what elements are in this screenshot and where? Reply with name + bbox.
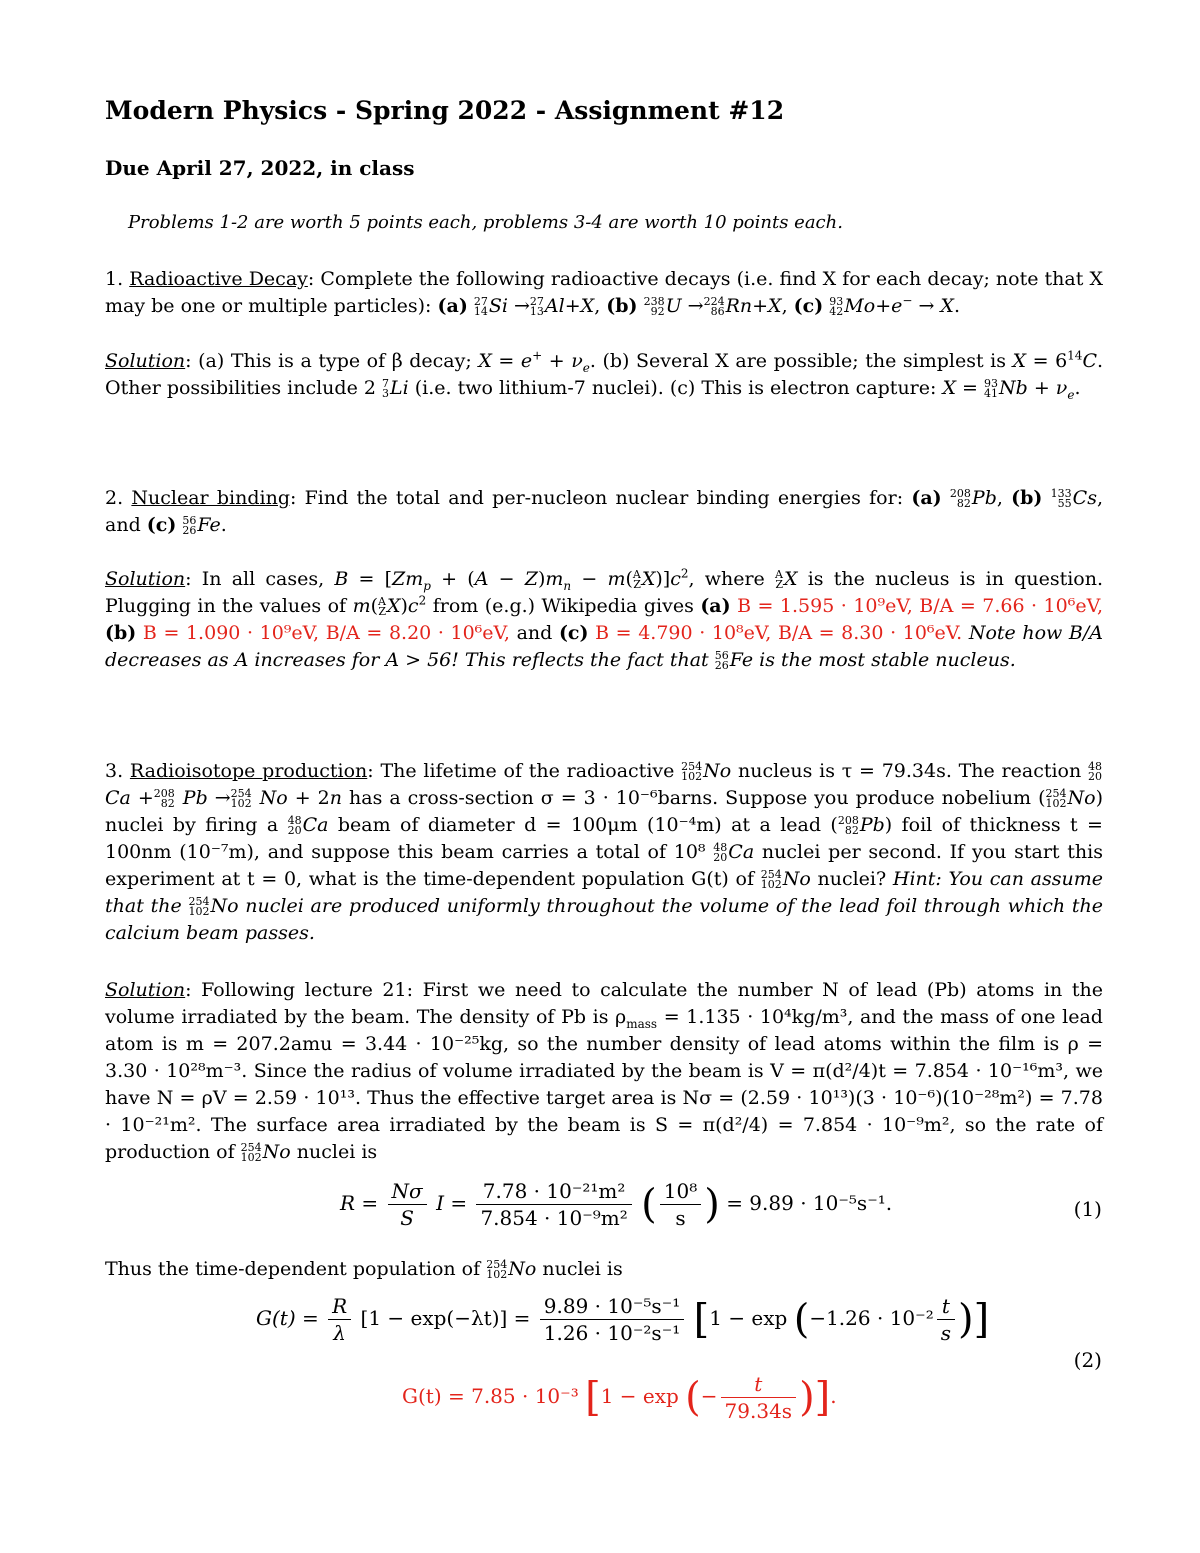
solution-text: nuclei is <box>296 1141 378 1163</box>
points-note: Problems 1-2 are worth 5 points each, problems 3-4 are worth 10 points each. <box>128 212 843 233</box>
solution-c: This is electron capture: <box>701 377 937 399</box>
solution-text: Following lecture 21: First we need to calculate the number N of lead (Pb) atoms in the volume irradiated by the beam. The density of Pb is ρ <box>105 979 1103 1028</box>
result-a-total: B = 1.595 · 10⁹eV, <box>737 595 913 617</box>
solution-text: Thus the time-dependent population of <box>105 1258 481 1280</box>
problem-heading: Radioisotope production <box>129 760 368 782</box>
eq-den: λ <box>333 1321 346 1345</box>
eq-den: 7.854 · 10⁻⁹m² <box>480 1206 628 1230</box>
due-date: Due April 27, 2022, in class <box>105 156 415 180</box>
page-title: Modern Physics - Spring 2022 - Assignment #12 <box>105 96 785 125</box>
eq-num: 9.89 · 10⁻⁵s⁻¹ <box>540 1293 684 1320</box>
problem-number: 3. <box>105 760 124 782</box>
result-c-total: B = 4.790 · 10⁸eV, <box>595 622 772 644</box>
solution-label: Solution <box>105 979 186 1001</box>
solution-note: Note how B/A decreases as A increases for A > 56! This reflects the fact that <box>105 622 1104 671</box>
problem-3-text: nobelium ( <box>941 787 1046 809</box>
solution-label: Solution <box>105 350 186 372</box>
result-a-per-nucleon: B/A = 7.66 · 10⁶eV, <box>919 595 1104 617</box>
result-b-total: B = 1.090 · 10⁹eV, <box>142 622 320 644</box>
eq-num: R <box>328 1293 351 1320</box>
problem-1-solution: Solution: (a) This is a type of β decay; $X = e^+ + \nu_e$. (b) Several X are possible; the simplest is $X = 6^{14}C$. Other possibilities include 2 7 3 Li (i.e. two lithium-7 nuclei). (c) This is electron capture: X = 93 41 $Nb + \nu_e$. <box>105 348 1104 402</box>
problem-text: The lifetime of the radioactive <box>380 760 675 782</box>
problem-3-text: nuclei per <box>761 841 861 863</box>
solution-where2: is the nucleus is in question. Plugging in the values of <box>105 568 1104 617</box>
equation-3: G(t) = 7.85 · 10⁻³ [1 − exp (− $\frac{t}{79.34s}$ )]. <box>402 1372 837 1423</box>
problem-3-text: second. If you start this experiment at t = 0, what is the time-dependent population G(t) of <box>105 841 1103 890</box>
solution-label: Solution <box>105 568 186 590</box>
equation-1: R = $\frac{N\sigma}{S}$ I = $\frac{\text{7.78 · 10⁻²¹m²}}{\text{7.854 · 10⁻⁹m²}}$ ( $\frac{\text{10⁸}}{s}$ ) = 9.89 · 10⁻⁵s⁻¹. <box>340 1179 893 1230</box>
eq-num: 7.78 · 10⁻²¹m² <box>476 1178 631 1205</box>
result-b-per-nucleon: B/A = 8.20 · 10⁶eV, <box>325 622 510 644</box>
problem-3-solution: Solution: Following lecture 21: First we need to calculate the number N of lead (Pb) atoms in the volume irradiated by the beam. The density of Pb is $\rho_{mass} = 1.135 \cdot 10^4kg/m^3$, and the mass of one lead atom is m = 207.2amu = 3.44 · 10⁻²⁵kg, so the number density of lead atoms within the film is ρ = 3.30 · 10²⁸m⁻³. Since the radius of volume irradiated by the beam is V = π(d²/4)t = 7.854 · 10⁻¹⁶m³, we have N = ρV = 2.59 · 10¹³. Thus the effective target area is Nσ = (2.59 · 10¹³)(3 · 10⁻⁶)(10⁻²⁸m²) = 7.78 · 10⁻²¹m². The surface area irradiated by the beam is S = π(d²/4) = 7.854 · 10⁻⁹m², so the rate of production of 254 102 No nuclei is <box>105 979 1103 1164</box>
problem-number: 1. <box>105 268 124 290</box>
problem-number: 2. <box>105 487 124 509</box>
solution-b2: Other possibilities include 2 <box>105 377 376 399</box>
problem-heading: Nuclear binding <box>131 487 290 509</box>
problem-3-text: ) nuclei by firing a <box>105 787 1103 836</box>
solution-a: This is a type of β decay; <box>230 350 472 372</box>
problem-1: 1. Radioactive Decay: Complete the following radioactive decays (i.e. find X for each decay; note that X may be one or multiple particles): (a) 27 14 Si → 27 13 Al+X, (b) 238 92 U → 224 86 Rn+X, (c) 93 42 Mo+e− → X. <box>105 268 1103 318</box>
thus-line: Thus the time-dependent population of 254 102 No nuclei is <box>105 1258 623 1281</box>
equation-2: G(t) = $\frac{R}{\lambda}$ [1 − exp(−λt)] = $\frac{\text{9.89 · 10⁻⁵s⁻¹}}{\text{1.26 · 10⁻²s⁻¹}}$ [1 − exp (−1.26 · 10⁻² $\frac{t}{s}$ )] <box>256 1294 990 1345</box>
eq-den: S <box>400 1206 414 1230</box>
eq-num: 10⁸ <box>660 1178 701 1205</box>
eq-den: 1.26 · 10⁻²s⁻¹ <box>543 1321 681 1345</box>
eq-den: s <box>675 1206 686 1230</box>
problem-3-text: foil of thickness t = 100nm (10⁻⁷m), and suppose this beam carries a total of 10⁸ <box>105 814 1103 863</box>
problem-heading: Radioactive Decay <box>129 268 308 290</box>
eq-text: G(t) = <box>256 1306 319 1330</box>
solution-b: Several X are possible; the simplest is <box>636 350 1006 372</box>
problem-text: Find the total and per-nucleon nuclear binding energies for: <box>304 487 904 509</box>
eq-text: 1 − exp <box>709 1306 788 1330</box>
problem-3: 3. Radioisotope production: The lifetime of the radioactive 254 102 No nucleus is τ = 79.34s. The reaction 48 20 Ca + 208 82 Pb → 254 102 No + 2n has a cross-section σ = 3 · 10⁻⁶barns. Suppose you produce nobelium ( 254 102 No) nuclei by firing a 48 20 Ca beam of diameter d = 100μm (10⁻⁴m) at a lead ( 208 82 Pb) foil of thickness t = 100nm (10⁻⁷m), and suppose this beam carries a total of 10⁸ 48 20 Ca nuclei per second. If you start this experiment at t = 0, what is the time-dependent population G(t) of 254 102 No nuclei? Hint: You can assume that the 254 102 No nuclei are produced uniformly throughout the volume of the lead foil through which the calcium beam passes. <box>105 760 1103 944</box>
eq-num: t <box>721 1371 797 1398</box>
solution-where3: from (e.g.) Wikipedia gives <box>432 595 694 617</box>
eq-text: = 9.89 · 10⁻⁵s⁻¹. <box>726 1191 893 1215</box>
problem-3-text: has a cross-section σ = 3 · 10⁻⁶barns. Suppose you produce <box>349 787 935 809</box>
problem-2: 2. Nuclear binding: Find the total and per-nucleon nuclear binding energies for: (a) 208 82 Pb, (b) 133 55 Cs, and (c) 56 26 Fe. <box>105 487 1104 537</box>
problem-3-hint: nuclei are produced uniformly throughout the volume of the lead foil through which the calcium beam passes. <box>105 895 1103 944</box>
eq-num: Nσ <box>388 1178 427 1205</box>
solution-b3: (i.e. two lithium-7 nuclei). <box>414 377 664 399</box>
eq-den: 79.34s <box>724 1399 793 1423</box>
equation-number: (2) <box>1073 1348 1102 1372</box>
problem-3-hint: Hint: You can assume that the <box>105 868 1103 917</box>
subscript: mass <box>626 1016 658 1031</box>
result-c-per-nucleon: B/A = 8.30 · 10⁶eV. <box>777 622 963 644</box>
solution-note2: is the most stable nucleus. <box>759 649 1016 671</box>
problem-3-text: nuclei? <box>817 868 887 890</box>
eq-text: −1.26 · 10⁻² <box>809 1306 934 1330</box>
solution-where: where <box>704 568 765 590</box>
problem-2-solution: Solution: In all cases, $B = [Zm_p + (A - Z)m_n - m$( A Z $X)]c^2$, where A Z X is the nucleus is in question. Plugging in the values of m( A Z $X)c^2$ from (e.g.) Wikipedia gives (a) B = 1.595 · 10⁹eV, B/A = 7.66 · 10⁶eV, (b) B = 1.090 · 10⁹eV, B/A = 8.20 · 10⁶eV, and (c) B = 4.790 · 10⁸eV, B/A = 8.30 · 10⁶eV. Note how B/A decreases as A increases for A > 56! This reflects the fact that 56 26 Fe is the most stable nucleus. <box>105 566 1104 672</box>
problem-3-text: nucleus is τ = 79.34s. The <box>737 760 995 782</box>
problem-3-text: beam of diameter d = 100μm (10⁻⁴m) at a lead ( <box>337 814 838 836</box>
eq-text: I = <box>436 1191 468 1215</box>
eq-text: [1 − exp(−λt)] = <box>360 1306 531 1330</box>
eq-text: G(t) = 7.85 · 10⁻³ <box>402 1384 579 1408</box>
solution-text: nuclei is <box>542 1258 623 1280</box>
solution-text: = 1.135 · 10⁴kg/m³, and the mass of one lead atom is m = 207.2amu = 3.44 · 10⁻²⁵kg, so the number density of lead atoms within the film is ρ = 3.30 · 10²⁸m⁻³. Since the radius of volume irradiated by the beam is V = π(d²/4)t = 7.854 · 10⁻¹⁶m³, we have N = ρV = 2.59 · 10¹³. Thus the effective target area is Nσ = (2.59 · 10¹³)(3 · 10⁻⁶)(10⁻²⁸m²) = 7.78 · 10⁻²¹m². The surface area irradiated by the beam is S = π(d²/4) = 7.854 · 10⁻⁹m², so the rate of production of <box>105 1006 1103 1163</box>
eq-num: t <box>937 1293 955 1320</box>
problem-text: Complete the following radioactive decays (i.e. find X for each decay; note that X may be one or multiple particles): <box>105 268 1103 317</box>
eq-den: s <box>940 1321 951 1345</box>
eq-text: 1 − exp <box>600 1384 679 1408</box>
equation-number: (1) <box>1073 1197 1102 1221</box>
solution-intro: In all cases, <box>201 568 325 590</box>
eq-text: R = <box>340 1191 379 1215</box>
